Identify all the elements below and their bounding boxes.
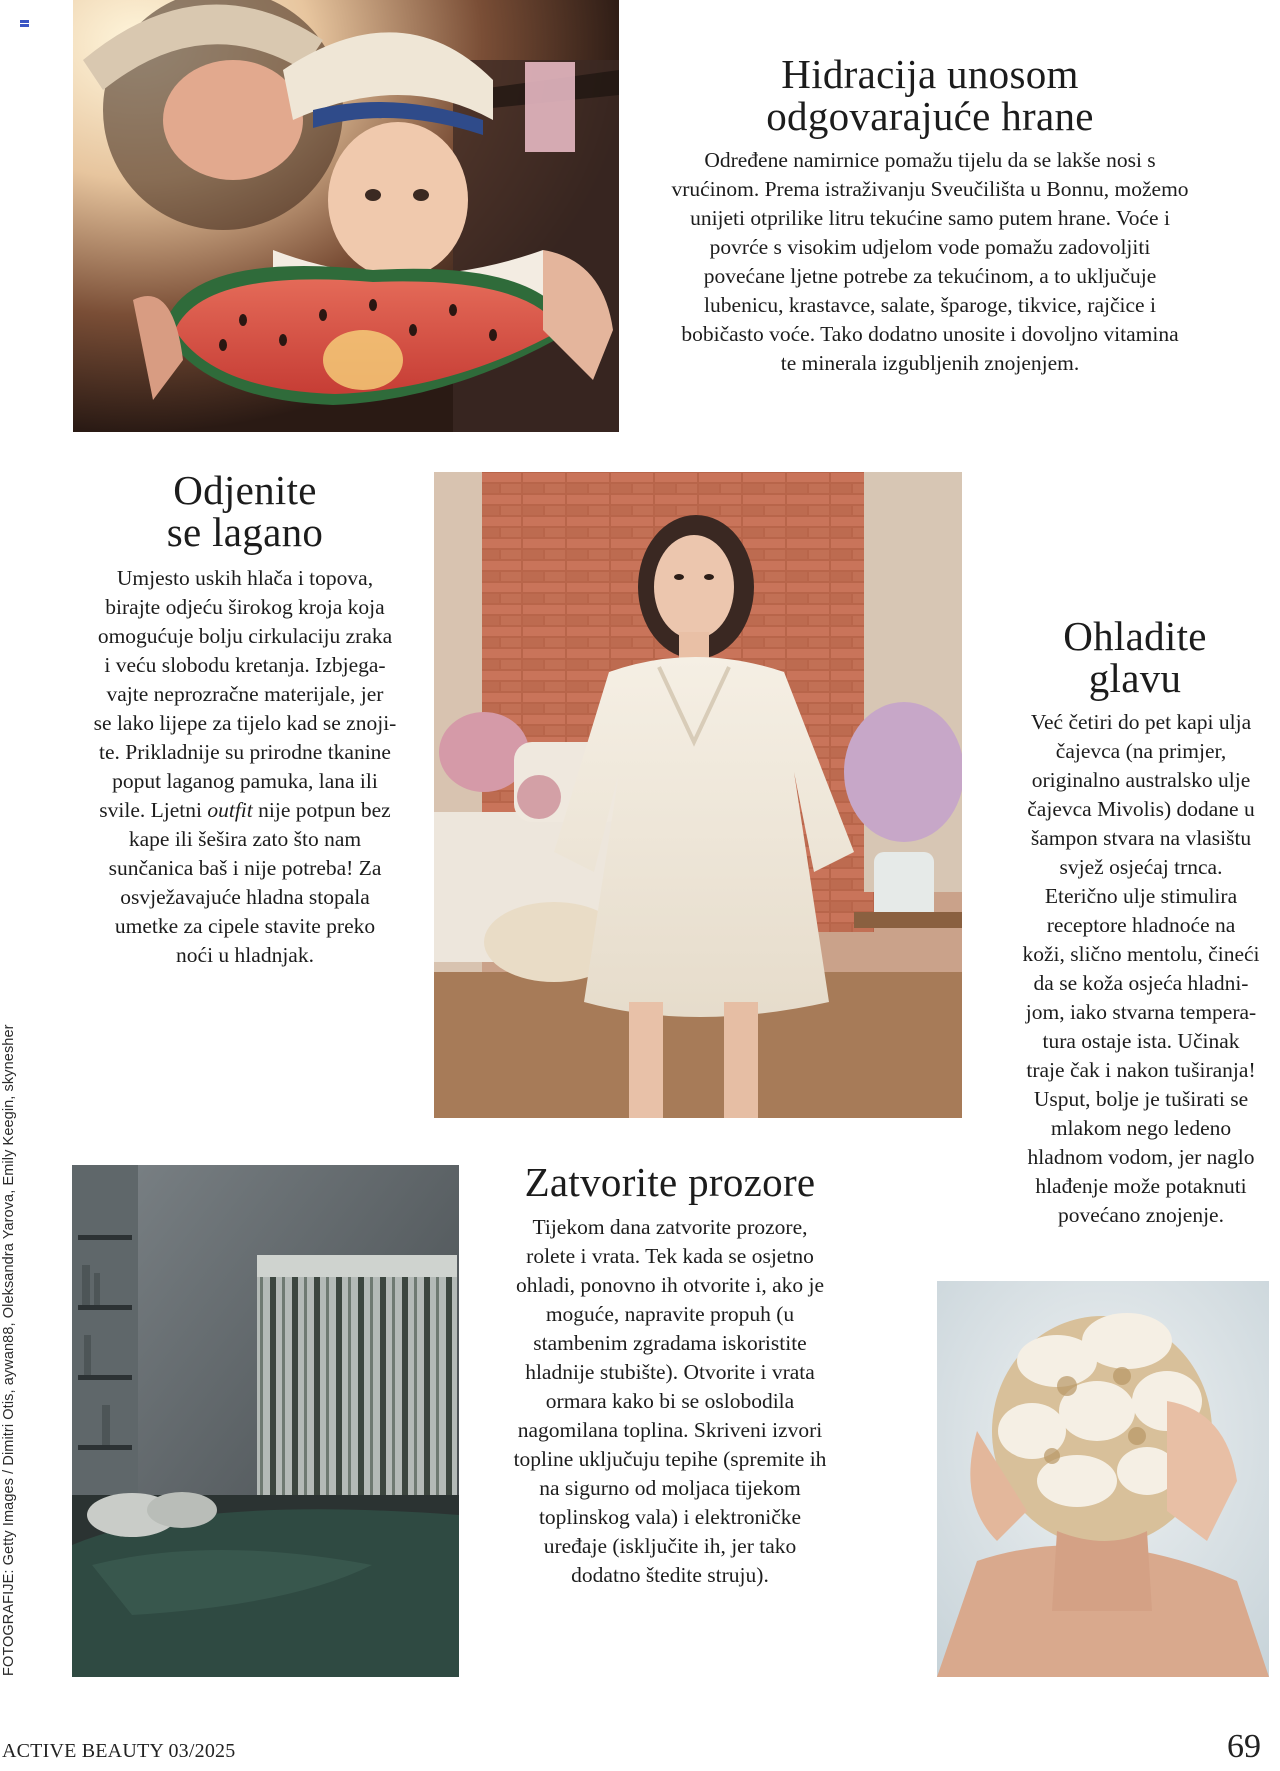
text-line: te. Prikladnije su prirodne tkanine	[99, 740, 391, 764]
text-line: topline uključuju tepihe (spremite ih	[513, 1447, 827, 1471]
photo-mother-baby-watermelon	[73, 0, 619, 432]
text-line: kape ili šešira zato što nam	[128, 827, 362, 851]
page-number: 69	[1227, 1728, 1261, 1765]
photo-dark-bedroom	[72, 1165, 459, 1677]
edge-marker-icon	[20, 20, 29, 27]
text-line: rolete i vrata. Tek kada se osjetno	[526, 1244, 814, 1268]
text-line: osvježavajuće hladna stopala	[120, 885, 370, 909]
text-line: čajevca (na primjer,	[1055, 739, 1227, 763]
hydration-heading-line: Hidracija unosom	[781, 51, 1079, 97]
text-line: unijeti otprilike litru tekućine samo putem hrane. Voće i	[690, 206, 1170, 230]
text-line: jom, iako stvarna tempera-	[1025, 1000, 1257, 1024]
hydration-heading	[660, 53, 1200, 137]
windows-heading-line: Zatvorite prozore	[524, 1159, 816, 1205]
text-line: da se koža osjeća hladni-	[1033, 971, 1249, 995]
text-line: bobičasto voće. Tako dodatno unosite i dovoljno vitamina	[681, 322, 1179, 346]
text-line: lubenicu, krastavce, salate, šparoge, tikvice, rajčice i	[704, 293, 1156, 317]
text-line: ohladi, ponovno ih otvorite i, ako je	[515, 1273, 825, 1297]
text-line: originalno australsko ulje	[1031, 768, 1251, 792]
head-heading-line: Ohladite	[1063, 613, 1207, 659]
text-line: te minerala izgubljenih znojenjem.	[780, 351, 1080, 375]
text-line: noći u hladnjak.	[176, 943, 314, 967]
photo-woman-white-dress	[434, 472, 962, 1118]
text-line: sunčanica baš i nije potreba! Za	[108, 856, 382, 880]
dress-heading-line: Odjenite	[173, 467, 317, 513]
head-heading	[1000, 615, 1270, 699]
text-line: hladnom vodom, jer naglo	[1027, 1145, 1255, 1169]
text-line: hlađenje može potaknuti	[1035, 1174, 1247, 1198]
text-line: mlakom nego ledeno	[1050, 1116, 1232, 1140]
windows-text	[470, 1213, 870, 1590]
text-line: čajevca Mivolis) dodane u	[1027, 797, 1255, 821]
text-line: se lako lijepe za tijelo kad se znoji-	[93, 711, 397, 735]
italic-word: outfit	[207, 798, 253, 822]
dress-text	[60, 564, 430, 970]
text-line: i veću slobodu kretanja. Izbjega-	[104, 653, 386, 677]
text-line: povećane ljetne potrebe za tekućinom, a to uključuje	[703, 264, 1157, 288]
dress-heading-line: se lagano	[166, 509, 324, 555]
hydration-text	[630, 146, 1230, 378]
photo-credit: FOTOGRAFIJE: Getty Images / Dimitri Otis, aywan88, Oleksandra Yarova, Emily Keegin, skynesher	[1, 1024, 17, 1676]
text-line: povrće s visokim udjelom vode pomažu zadovoljiti	[709, 235, 1151, 259]
text-line: dodatno štedite struju).	[571, 1563, 769, 1587]
text-line: hladnije stubište). Otvorite i vrata	[525, 1360, 815, 1384]
text-line: nagomilana toplina. Skriveni izvori	[517, 1418, 823, 1442]
text-line: Eterično ulje stimulira	[1044, 884, 1238, 908]
head-text	[1005, 708, 1277, 1230]
text-line: traje čak i nakon tuširanja!	[1026, 1058, 1256, 1082]
hydration-heading-line: odgovarajuće hrane	[766, 93, 1094, 139]
text-line: Tijekom dana zatvorite prozore,	[532, 1215, 808, 1239]
dress-heading	[110, 469, 380, 553]
text-line: povećano znojenje.	[1058, 1203, 1224, 1227]
text-line: tura ostaje ista. Učinak	[1042, 1029, 1240, 1053]
text-line: Određene namirnice pomažu tijelu da se lakše nosi s	[704, 148, 1156, 172]
text-line: uređaje (isključite ih, jer tako	[543, 1534, 797, 1558]
text-line: umetke za cipele stavite preko	[114, 914, 376, 938]
text-line: receptore hladnoće na	[1046, 913, 1236, 937]
text-line: koži, slično mentolu, čineći	[1022, 942, 1260, 966]
text-line: birajte odjeću širokog kroja koja	[105, 595, 385, 619]
text-line: vrućinom. Prema istraživanju Sveučilišta u Bonnu, možemo	[671, 177, 1189, 201]
text-line: poput laganog pamuka, lana ili	[112, 769, 378, 793]
text-line: svile. Ljetni outfit nije potpun bez	[99, 798, 391, 822]
magazine-issue: ACTIVE BEAUTY 03/2025	[2, 1740, 236, 1762]
text-line: šampon stvara na vlasištu	[1030, 826, 1252, 850]
text-line: Već četiri do pet kapi ulja	[1030, 710, 1252, 734]
text-line: moguće, napravite propuh (u	[545, 1302, 795, 1326]
text-line: na sigurno od moljaca tijekom	[539, 1476, 801, 1500]
photo-hair-washing	[937, 1281, 1269, 1677]
head-heading-line: glavu	[1088, 655, 1182, 701]
text-line: toplinskog vala) i elektroničke	[538, 1505, 802, 1529]
text-line: Usput, bolje je tuširati se	[1033, 1087, 1249, 1111]
text-line: svjež osjećaj trnca.	[1059, 855, 1223, 879]
text-line: omogućuje bolju cirkulaciju zraka	[97, 624, 393, 648]
text-line: Umjesto uskih hlača i topova,	[116, 566, 374, 590]
text-line: ormara kako bi se oslobodila	[545, 1389, 795, 1413]
windows-heading	[480, 1161, 860, 1203]
text-line: vajte neprozračne materijale, jer	[106, 682, 384, 706]
text-line: stambenim zgradama iskoristite	[533, 1331, 807, 1355]
